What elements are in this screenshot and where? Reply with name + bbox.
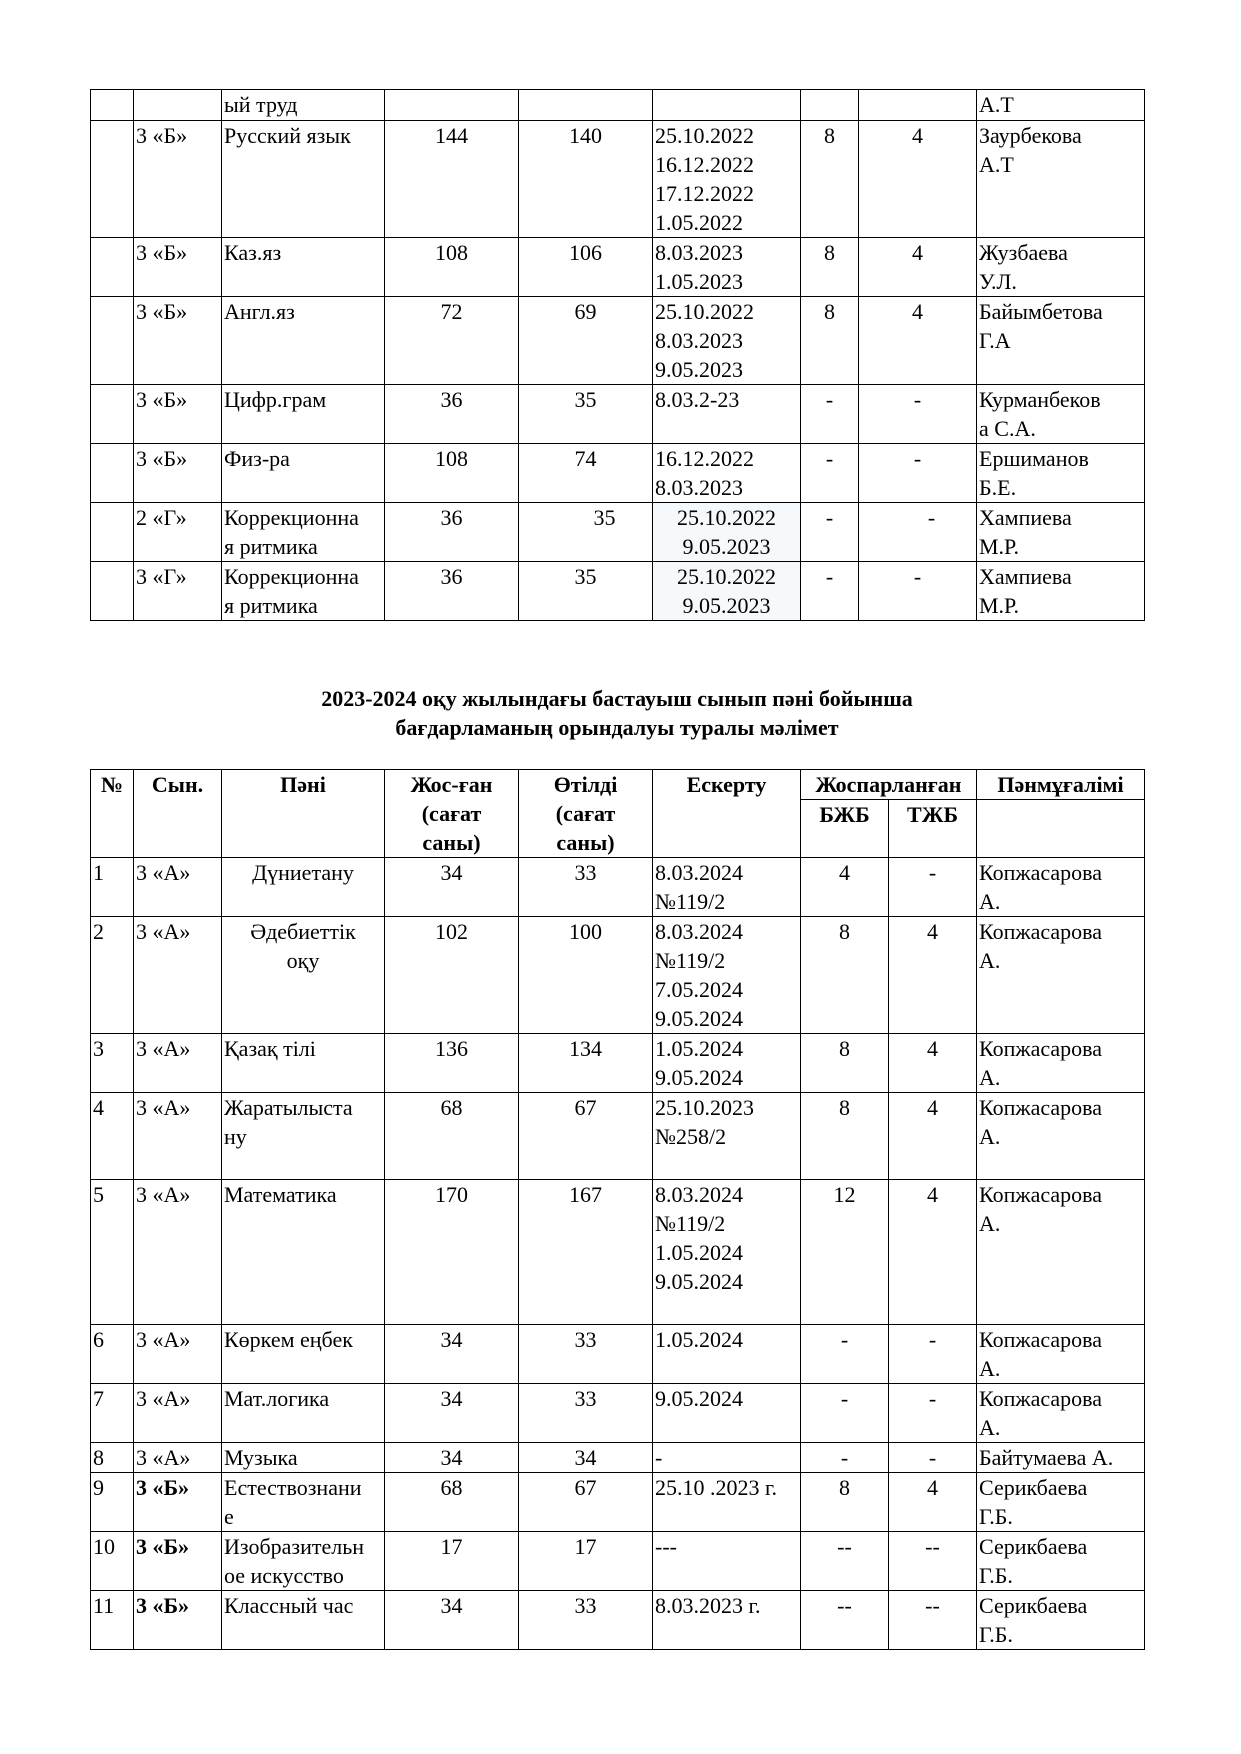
cell-tzhb: 4 [859,121,977,238]
cell-done: 67 [519,1473,653,1532]
cell-done: 140 [519,121,653,238]
cell-tzhb: -- [889,1591,977,1650]
cell-bzhb: 8 [801,1473,889,1532]
cell-notes [653,90,801,121]
cell-no [91,297,134,385]
cell-class: 3 «А» [134,858,222,917]
cell-bzhb: -- [801,1591,889,1650]
table-row [91,1384,1145,1443]
table-row [91,444,1145,503]
header-subject: Пәні [222,770,385,858]
cell-planned: 17 [385,1532,519,1591]
header-teacher: Пәнмұғалімі [977,770,1145,800]
cell-bzhb: - [801,385,859,444]
cell-class: 3 «А» [134,1180,222,1325]
table-row [91,238,1145,297]
cell-bzhb: 8 [801,121,859,238]
cell-notes: 25.10 .2023 г. [653,1473,801,1532]
cell-no [91,90,134,121]
cell-notes: 8.03.2024 №119/2 7.05.2024 9.05.2024 [653,917,801,1034]
cell-class: 3 «А» [134,1034,222,1093]
table-2023-2024 [90,769,1145,1650]
cell-tzhb: - [889,1325,977,1384]
cell-notes: 25.10.2022 9.05.2023 [653,503,801,562]
cell-planned: 170 [385,1180,519,1325]
cell-subject: Естествознани е [222,1473,385,1532]
cell-teacher: Жузбаева У.Л. [977,238,1145,297]
cell-class [134,90,222,121]
cell-teacher: Копжасарова А. [977,1093,1145,1180]
table-row [91,562,1145,621]
cell-subject: Жаратылыста ну [222,1093,385,1180]
cell-tzhb: - [859,562,977,621]
cell-class: 3 «А» [134,1443,222,1473]
cell-tzhb: 4 [889,1473,977,1532]
cell-subject: Англ.яз [222,297,385,385]
cell-class: 3 «Б» [134,1473,222,1532]
cell-notes: 25.10.2022 9.05.2023 [653,562,801,621]
cell-bzhb: 8 [801,1034,889,1093]
cell-tzhb: -- [889,1532,977,1591]
cell-planned: 34 [385,858,519,917]
cell-class: 3 «Г» [134,562,222,621]
cell-notes: --- [653,1532,801,1591]
cell-done: 74 [519,444,653,503]
cell-no: 11 [91,1591,134,1650]
cell-teacher: Байымбетова Г.А [977,297,1145,385]
cell-tzhb: - [859,503,977,562]
header-row [91,770,1145,800]
header-tzhb: ТЖБ [889,800,977,858]
cell-no: 10 [91,1532,134,1591]
cell-tzhb: - [889,1384,977,1443]
cell-done: 33 [519,1325,653,1384]
cell-teacher: Копжасарова А. [977,1180,1145,1325]
cell-planned: 108 [385,238,519,297]
cell-planned: 34 [385,1591,519,1650]
cell-done: 167 [519,1180,653,1325]
cell-done: 106 [519,238,653,297]
cell-bzhb: - [801,1325,889,1384]
cell-class: 2 «Г» [134,503,222,562]
cell-tzhb: 4 [889,1034,977,1093]
header-class: Сын. [134,770,222,858]
cell-class: 3 «А» [134,1384,222,1443]
cell-teacher: А.Т [977,90,1145,121]
cell-notes: 25.10.2022 16.12.2022 17.12.2022 1.05.2022 [653,121,801,238]
cell-bzhb: - [801,444,859,503]
header-done: Өтілді (сағат саны) [519,770,653,858]
cell-planned: 36 [385,562,519,621]
cell-notes: 16.12.2022 8.03.2023 [653,444,801,503]
header-notes: Ескерту [653,770,801,858]
cell-teacher: Серикбаева Г.Б. [977,1532,1145,1591]
cell-no: 1 [91,858,134,917]
header-planned: Жос-ған (сағат саны) [385,770,519,858]
cell-no [91,503,134,562]
table-row [91,385,1145,444]
cell-subject: Математика [222,1180,385,1325]
header-planned-assessments: Жоспарланған [801,770,977,800]
cell-bzhb: 8 [801,1093,889,1180]
cell-no: 6 [91,1325,134,1384]
cell-no: 4 [91,1093,134,1180]
cell-no [91,238,134,297]
cell-notes: 8.03.2023 г. [653,1591,801,1650]
cell-done: 35 [519,503,653,562]
heading-line-2: бағдарламаның орындалуы туралы мәлімет [395,715,839,740]
cell-planned: 108 [385,444,519,503]
cell-notes: 25.10.2023 №258/2 [653,1093,801,1180]
cell-subject: Русский язык [222,121,385,238]
cell-notes: 25.10.2022 8.03.2023 9.05.2023 [653,297,801,385]
cell-done: 33 [519,1384,653,1443]
table-row [91,858,1145,917]
cell-teacher: Курманбеков а С.А. [977,385,1145,444]
cell-done: 134 [519,1034,653,1093]
cell-bzhb: 8 [801,297,859,385]
cell-notes: 8.03.2024 №119/2 [653,858,801,917]
table-row [91,1034,1145,1093]
table-row [91,90,1145,121]
cell-teacher: Ершиманов Б.Е. [977,444,1145,503]
cell-bzhb: 4 [801,858,889,917]
cell-planned: 136 [385,1034,519,1093]
cell-teacher: Заурбекова А.Т [977,121,1145,238]
cell-notes: 9.05.2024 [653,1384,801,1443]
table-row [91,1443,1145,1473]
header-bzhb: БЖБ [801,800,889,858]
cell-class: 3 «Б» [134,121,222,238]
cell-class: 3 «Б» [134,1591,222,1650]
cell-subject: Классный час [222,1591,385,1650]
cell-subject: Коррекционна я ритмика [222,562,385,621]
cell-tzhb: 4 [859,297,977,385]
cell-subject: Дүниетану [222,858,385,917]
cell-planned: 34 [385,1384,519,1443]
cell-class: 3 «Б» [134,385,222,444]
cell-subject: Физ-ра [222,444,385,503]
table-row [91,1591,1145,1650]
cell-teacher: Копжасарова А. [977,917,1145,1034]
cell-bzhb: 8 [801,917,889,1034]
cell-tzhb: - [889,1443,977,1473]
cell-teacher: Копжасарова А. [977,858,1145,917]
cell-tzhb: - [889,858,977,917]
cell-planned: 34 [385,1443,519,1473]
cell-tzhb: - [859,444,977,503]
table-row [91,1325,1145,1384]
cell-teacher: Хампиева М.Р. [977,503,1145,562]
cell-done: 100 [519,917,653,1034]
cell-no: 8 [91,1443,134,1473]
cell-planned: 36 [385,503,519,562]
cell-planned: 36 [385,385,519,444]
cell-subject: Музыка [222,1443,385,1473]
cell-teacher: Хампиева М.Р. [977,562,1145,621]
cell-done: 35 [519,385,653,444]
cell-teacher: Копжасарова А. [977,1034,1145,1093]
cell-class: 3 «А» [134,1325,222,1384]
cell-teacher: Серикбаева Г.Б. [977,1473,1145,1532]
table-row [91,297,1145,385]
cell-no: 5 [91,1180,134,1325]
table-row [91,917,1145,1034]
cell-no [91,562,134,621]
cell-planned: 102 [385,917,519,1034]
cell-no: 7 [91,1384,134,1443]
header-teacher-blank [977,800,1145,858]
cell-class: 3 «А» [134,917,222,1034]
cell-notes: - [653,1443,801,1473]
cell-teacher: Копжасарова А. [977,1384,1145,1443]
cell-planned: 68 [385,1093,519,1180]
heading-line-1: 2023-2024 оқу жылындағы бастауыш сынып пәні бойынша [321,686,913,711]
table-2022-continuation [90,89,1145,621]
cell-class: 3 «Б» [134,1532,222,1591]
cell-tzhb: 4 [889,917,977,1034]
cell-bzhb: -- [801,1532,889,1591]
cell-tzhb: 4 [889,1180,977,1325]
cell-bzhb: - [801,562,859,621]
cell-planned: 68 [385,1473,519,1532]
cell-no [91,121,134,238]
cell-done: 33 [519,1591,653,1650]
cell-tzhb: 4 [889,1093,977,1180]
cell-no: 9 [91,1473,134,1532]
cell-class: 3 «А» [134,1093,222,1180]
cell-bzhb: - [801,1443,889,1473]
cell-no [91,385,134,444]
cell-subject: ый труд [222,90,385,121]
cell-subject: Изобразительн ое искусство [222,1532,385,1591]
cell-done: 17 [519,1532,653,1591]
cell-tzhb [859,90,977,121]
cell-class: 3 «Б» [134,238,222,297]
cell-notes: 1.05.2024 [653,1325,801,1384]
section-heading [90,684,1144,742]
cell-bzhb: - [801,503,859,562]
cell-done: 67 [519,1093,653,1180]
cell-subject: Әдебиеттік оқу [222,917,385,1034]
table-row [91,503,1145,562]
cell-bzhb [801,90,859,121]
cell-notes: 1.05.2024 9.05.2024 [653,1034,801,1093]
cell-notes: 8.03.2023 1.05.2023 [653,238,801,297]
table-row [91,1093,1145,1180]
cell-no: 2 [91,917,134,1034]
cell-subject: Коррекционна я ритмика [222,503,385,562]
cell-notes: 8.03.2-23 [653,385,801,444]
table-row [91,1473,1145,1532]
table-row [91,1532,1145,1591]
cell-subject: Цифр.грам [222,385,385,444]
cell-subject: Мат.логика [222,1384,385,1443]
cell-done: 34 [519,1443,653,1473]
cell-planned: 34 [385,1325,519,1384]
cell-teacher: Серикбаева Г.Б. [977,1591,1145,1650]
cell-subject: Каз.яз [222,238,385,297]
cell-teacher: Байтумаева А. [977,1443,1145,1473]
cell-tzhb: 4 [859,238,977,297]
cell-done: 69 [519,297,653,385]
header-no: № [91,770,134,858]
cell-teacher: Копжасарова А. [977,1325,1145,1384]
cell-done: 35 [519,562,653,621]
table-row [91,1180,1145,1325]
cell-planned: 144 [385,121,519,238]
cell-planned: 72 [385,297,519,385]
cell-notes: 8.03.2024 №119/2 1.05.2024 9.05.2024 [653,1180,801,1325]
cell-bzhb: 12 [801,1180,889,1325]
cell-class: 3 «Б» [134,297,222,385]
cell-subject: Көркем еңбек [222,1325,385,1384]
cell-done: 33 [519,858,653,917]
cell-subject: Қазақ тілі [222,1034,385,1093]
cell-class: 3 «Б» [134,444,222,503]
cell-bzhb: 8 [801,238,859,297]
cell-no: 3 [91,1034,134,1093]
table-row [91,121,1145,238]
cell-planned [385,90,519,121]
cell-no [91,444,134,503]
cell-tzhb: - [859,385,977,444]
cell-done [519,90,653,121]
cell-bzhb: - [801,1384,889,1443]
